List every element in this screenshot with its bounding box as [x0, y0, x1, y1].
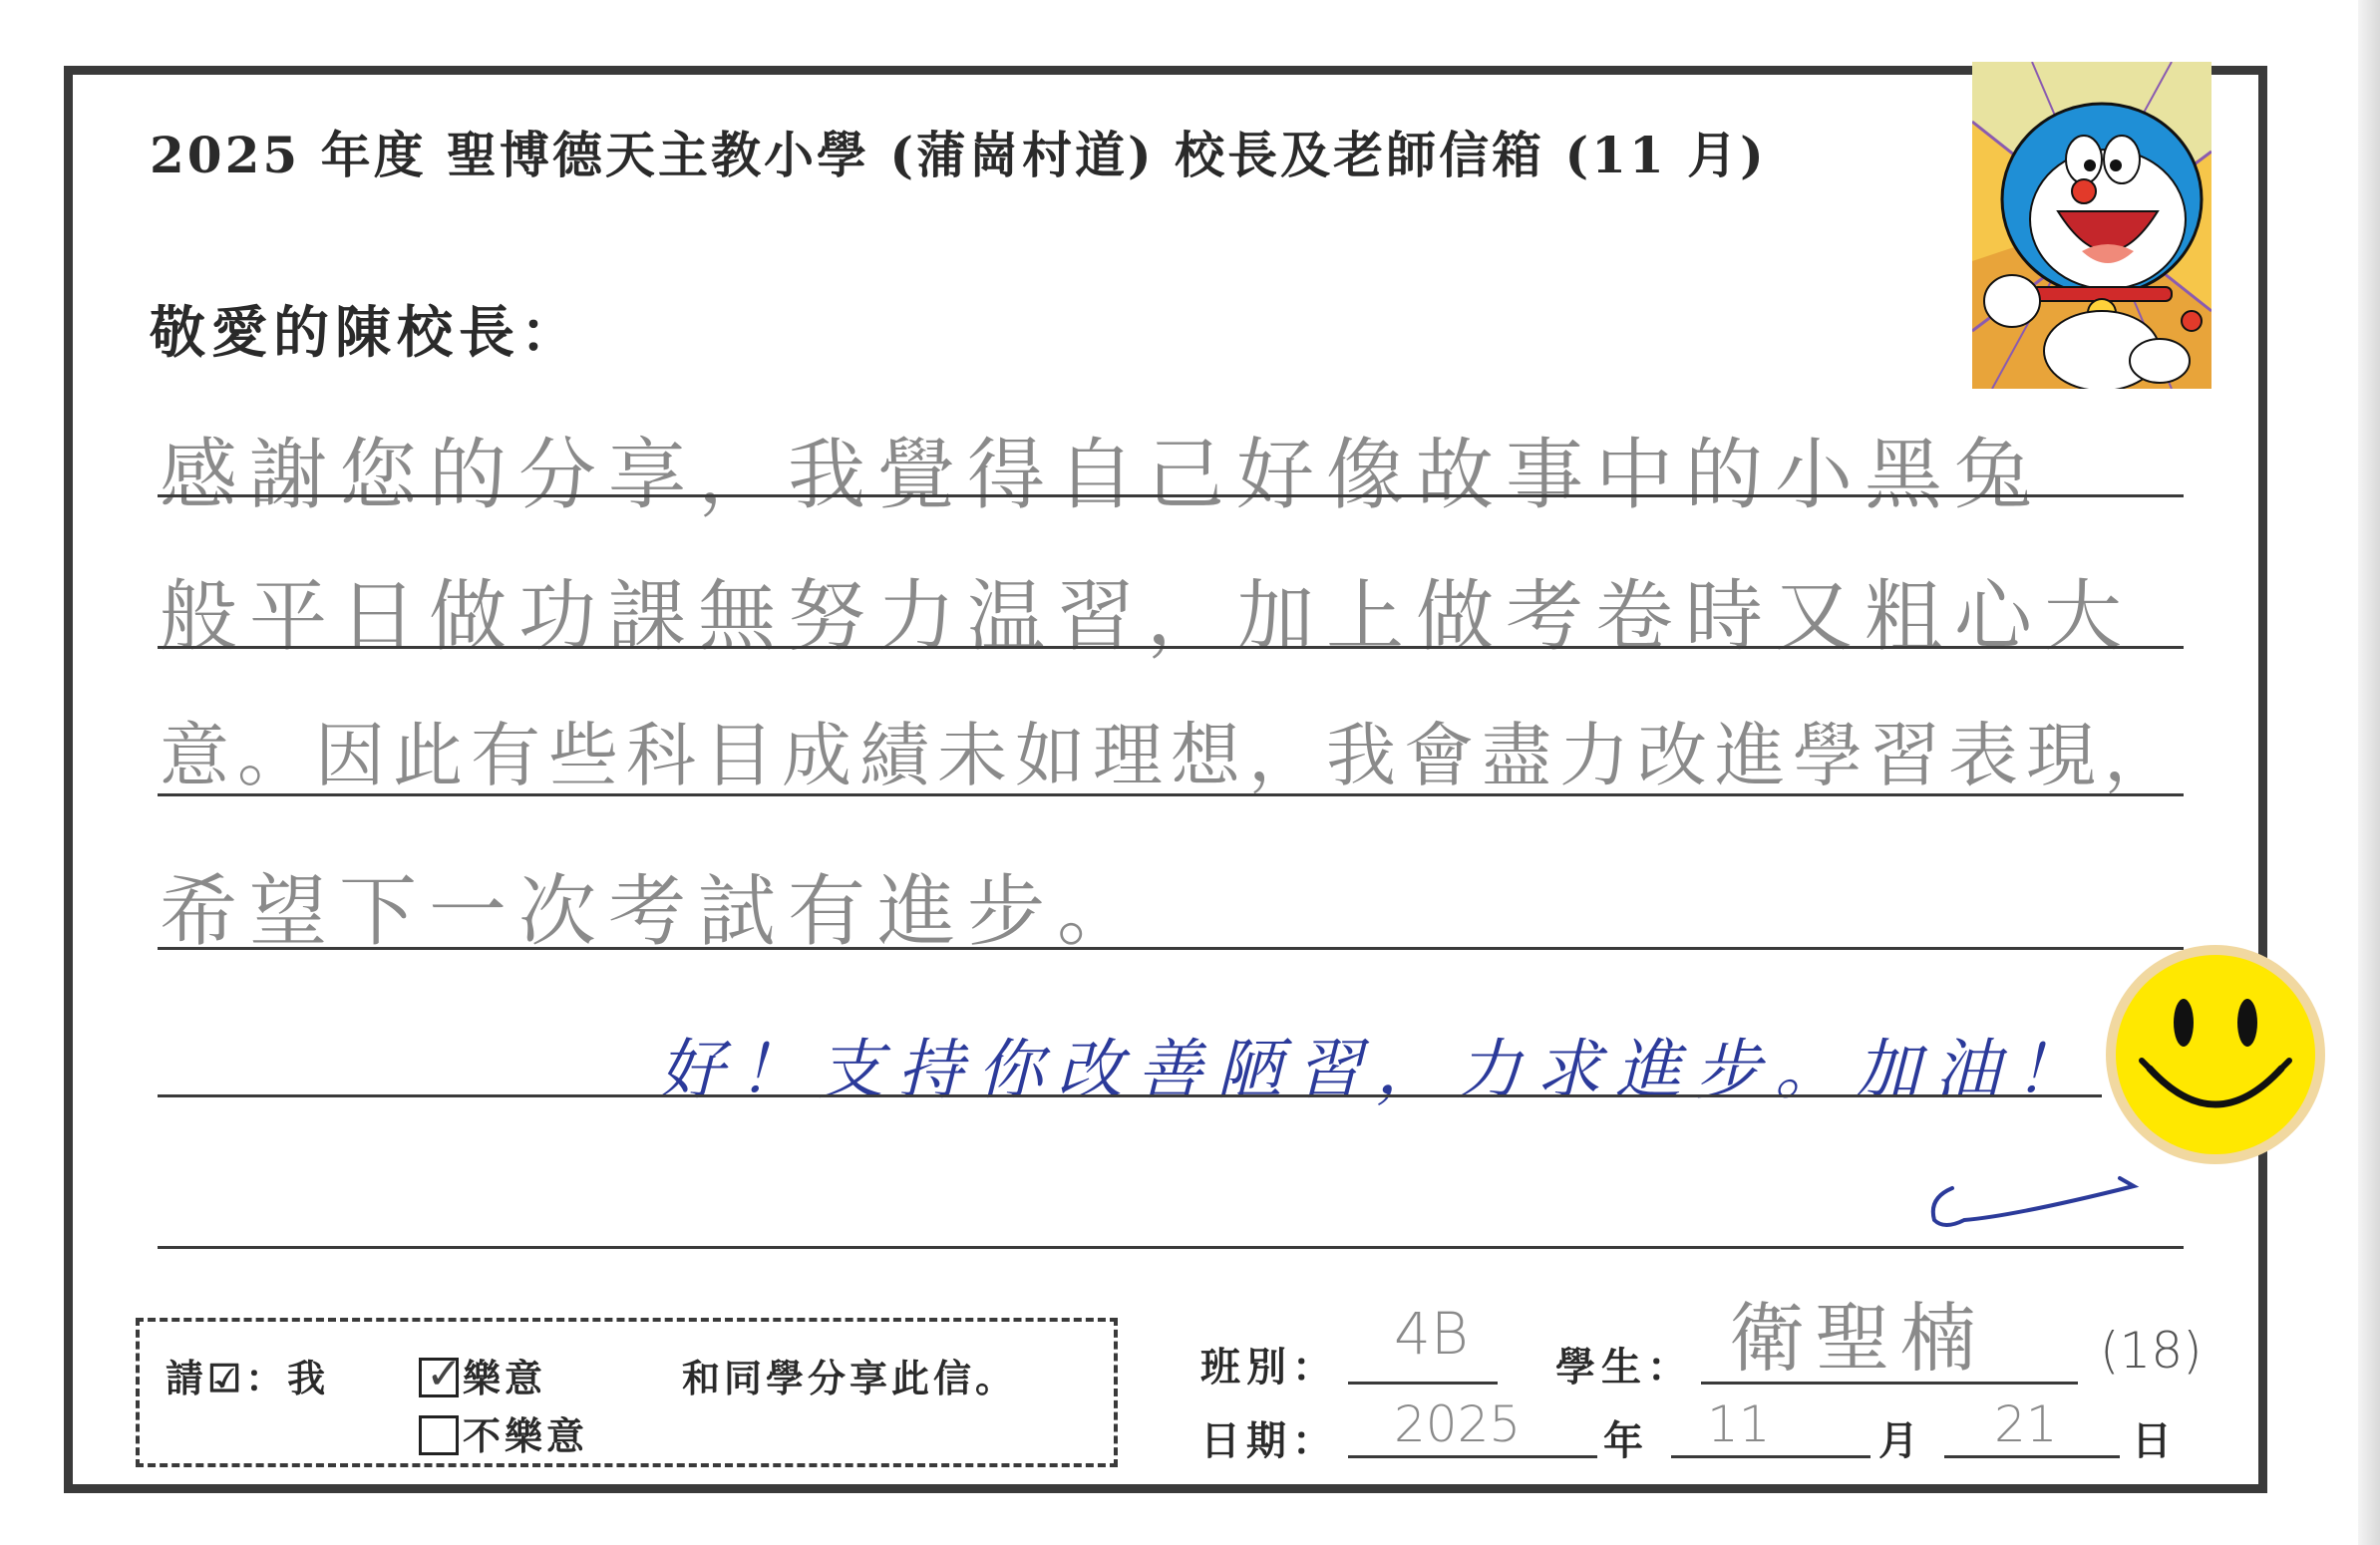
- month-value: 11: [1707, 1395, 1771, 1453]
- agree-label: 樂意: [463, 1356, 547, 1400]
- principal-reply: 好！支持你改善陋習，力求進步。加油！: [658, 1032, 2094, 1108]
- ruled-line: [158, 1094, 2102, 1097]
- smiley-face-sticker: [2102, 941, 2329, 1168]
- consent-box: [136, 1318, 1118, 1467]
- class-underline: [1348, 1382, 1498, 1385]
- student-label: 學生：: [1555, 1344, 1693, 1390]
- student-underline: [1701, 1382, 2078, 1385]
- ruled-line: [158, 947, 2184, 950]
- ruled-line: [158, 646, 2184, 649]
- letter-title: 2025 年度 聖博德天主教小學 (蒲崗村道) 校長及老師信箱 (11 月): [150, 126, 1767, 184]
- check-mark-icon: ✓: [426, 1349, 467, 1399]
- letter-line-1: 感謝您的分享，我覺得自己好像故事中的小黑兔: [160, 431, 2045, 520]
- year-value: 2025: [1394, 1395, 1522, 1453]
- salutation: 敬愛的陳校長：: [150, 300, 582, 366]
- scan-edge-shadow: [2358, 0, 2380, 1545]
- letter-line-3: 意。因此有些科目成績未如理想，我會盡力改進學習表現，: [160, 715, 2182, 796]
- letter-line-4: 希望下一次考試有進步。: [160, 867, 1148, 957]
- class-value: 4B: [1394, 1300, 1469, 1368]
- ruled-line: [158, 793, 2184, 796]
- consent-prompt: 請☑：我: [166, 1356, 330, 1400]
- student-name: 衛聖楠: [1729, 1294, 1986, 1383]
- day-underline: [1944, 1455, 2120, 1458]
- ruled-line: [158, 1246, 2184, 1249]
- letter-line-2: 般平日做功課無努力温習，加上做考卷時又粗心大: [160, 572, 2135, 662]
- disagree-checkbox[interactable]: [419, 1415, 459, 1455]
- agree-checkbox[interactable]: [419, 1349, 467, 1399]
- class-label: 班別：: [1200, 1344, 1338, 1390]
- share-text: 和同學分享此信。: [682, 1356, 1018, 1400]
- principal-signature: [1924, 1168, 2164, 1238]
- month-label: 月: [1878, 1417, 1924, 1464]
- year-label: 年: [1603, 1417, 1649, 1464]
- doraemon-sticker: [1972, 62, 2211, 389]
- ruled-line: [158, 494, 2184, 497]
- day-value: 21: [1994, 1395, 2058, 1453]
- date-label: 日期：: [1200, 1417, 1338, 1464]
- year-underline: [1348, 1455, 1597, 1458]
- student-number: (18): [2100, 1322, 2203, 1380]
- agree-option[interactable]: [419, 1348, 546, 1402]
- disagree-option[interactable]: [419, 1405, 588, 1460]
- day-label: 日: [2132, 1417, 2178, 1464]
- month-underline: [1671, 1455, 1870, 1458]
- disagree-label: 不樂意: [463, 1413, 589, 1458]
